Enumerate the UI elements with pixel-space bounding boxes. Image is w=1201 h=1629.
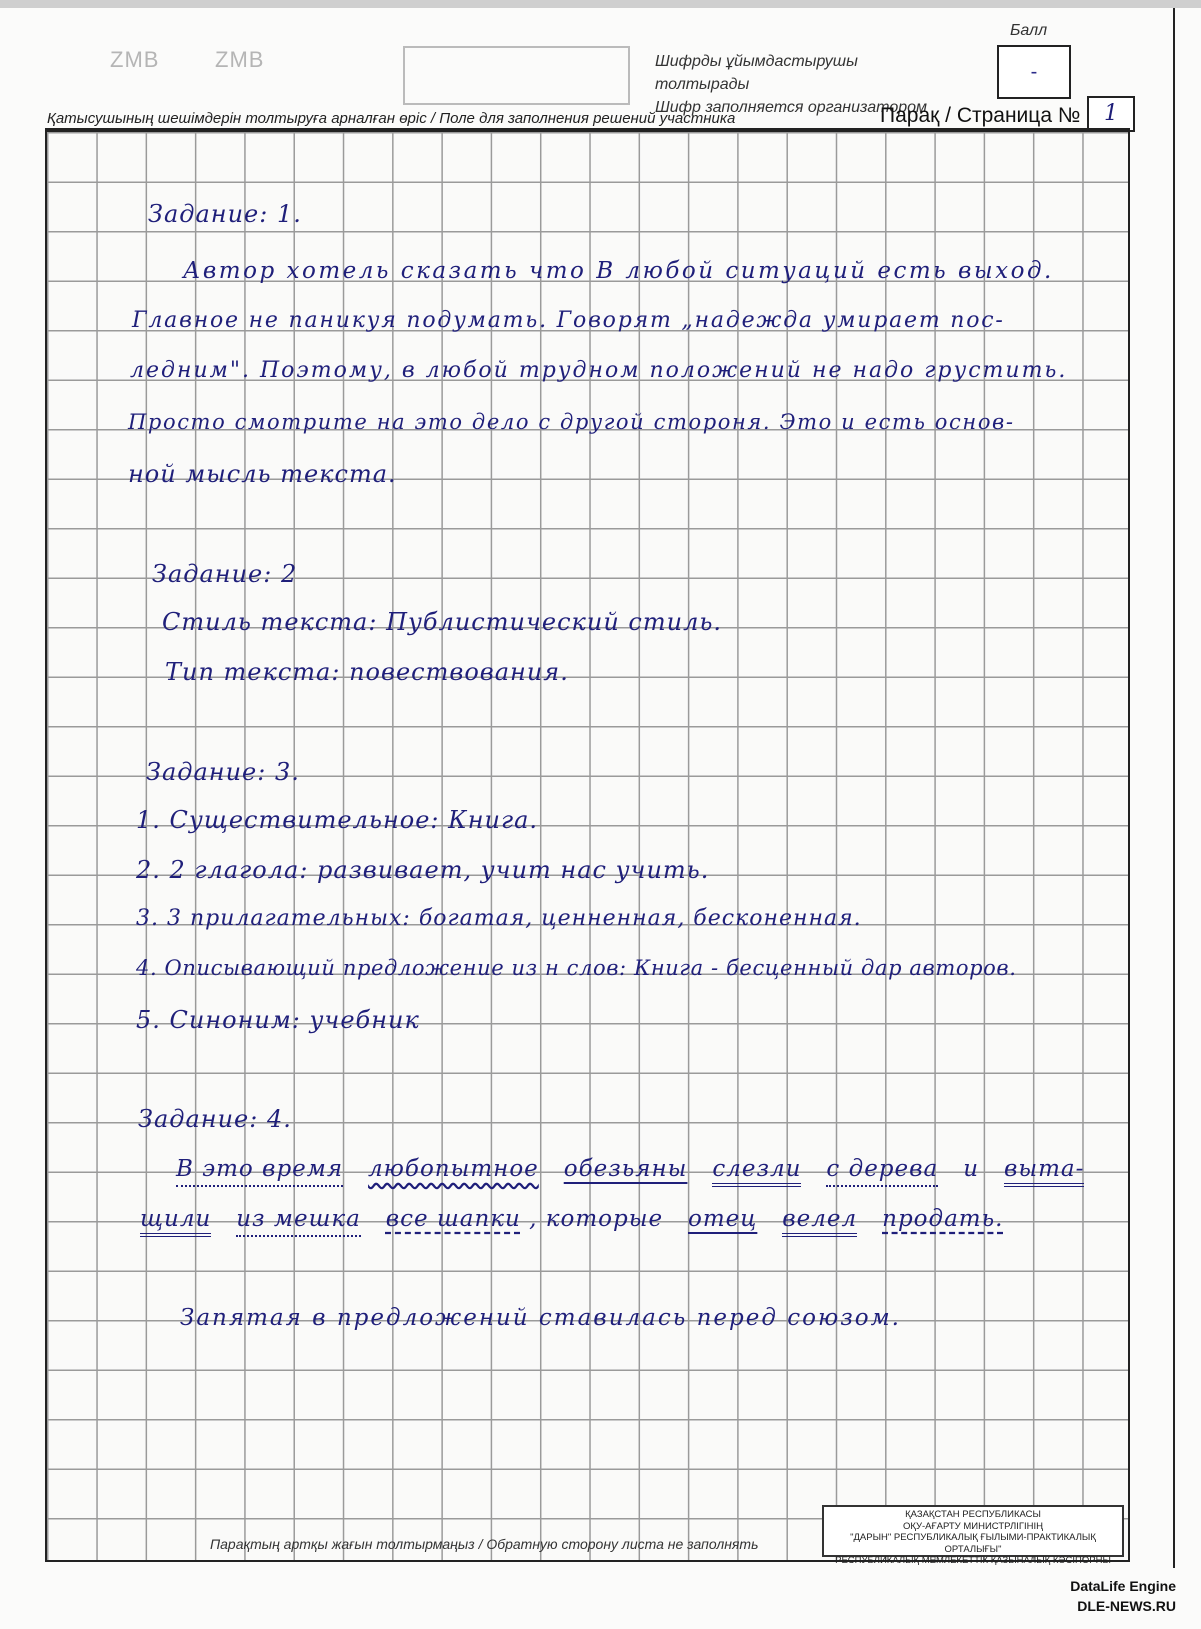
object-phrase: все шапки bbox=[385, 1206, 521, 1232]
conjunction-word: и bbox=[963, 1156, 980, 1182]
answer-grid bbox=[45, 130, 1130, 1562]
score-label: Балл bbox=[1010, 22, 1048, 39]
stamp-line: "ДАРЫН" РЕСПУБЛИКАЛЫҚ ҒЫЛЫМИ-ПРАКТИКАЛЫҚ ОРТАЛЫҒЫ" bbox=[850, 1532, 1096, 1555]
task2-title: Задание: 2 bbox=[152, 560, 298, 588]
organization-stamp bbox=[822, 1505, 1124, 1566]
site-watermark-line2: DLE-NEWS.RU bbox=[1077, 1598, 1176, 1614]
adverbial-phrase: из мешка bbox=[236, 1206, 361, 1237]
predicate-word: велел bbox=[782, 1206, 857, 1237]
object-word: продать. bbox=[882, 1206, 1004, 1232]
task4-sentence-line bbox=[140, 1206, 1003, 1232]
top-edge-bar bbox=[0, 0, 1201, 8]
page-label: Парақ / Страница № bbox=[880, 104, 1081, 127]
task4-title: Задание: 4. bbox=[138, 1105, 292, 1133]
task2-line: Тип текста: повествования. bbox=[165, 658, 569, 686]
zmb-watermark: ZMB bbox=[110, 47, 160, 72]
predicate-word: щили bbox=[140, 1206, 211, 1237]
adverbial-phrase: с дерева bbox=[826, 1156, 938, 1187]
task3-line: 1. Существительное: Книга. bbox=[136, 806, 539, 834]
subject-word: обезьяны bbox=[563, 1156, 688, 1182]
task1-line: ной мысль текста. bbox=[128, 460, 397, 488]
predicate-word: слезли bbox=[712, 1156, 801, 1187]
task3-line: 5. Синоним: учебник bbox=[136, 1006, 420, 1034]
task2-line: Стиль текста: Публистический стиль. bbox=[162, 608, 723, 636]
subject-word: отец bbox=[688, 1206, 758, 1232]
answer-field-label: Қатысушының шешімдерін толтыруға арналған өріс / Поле для заполнения решений участника bbox=[47, 110, 736, 127]
stamp-line: ОҚУ-АҒАРТУ МИНИСТРЛІГІНІҢ bbox=[903, 1520, 1043, 1532]
relative-word: , которые bbox=[529, 1206, 664, 1232]
task1-line: Автор хотель сказать что В любой ситуаций есть выход. bbox=[183, 258, 1054, 284]
back-side-note: Парақтың артқы жағын толтырмаңыз / Обратную сторону листа не заполнять bbox=[210, 1536, 759, 1552]
task4-sentence-line bbox=[176, 1156, 1084, 1182]
task1-title: Задание: 1. bbox=[148, 200, 302, 228]
task3-line: 4. Описывающий предложение из н слов: Книга - бесценный дар авторов. bbox=[136, 956, 1017, 980]
predicate-word: выта- bbox=[1004, 1156, 1084, 1187]
task1-line: ледним". Поэтому, в любой трудном положений не надо грустить. bbox=[130, 358, 1068, 383]
organizer-note-ru: Шифр заполняется организатором bbox=[655, 99, 927, 116]
site-watermark-line1: DataLife Engine bbox=[1070, 1578, 1176, 1594]
task3-title: Задание: 3. bbox=[146, 758, 300, 786]
stamp-line: ҚАЗАҚСТАН РЕСПУБЛИКАСЫ bbox=[905, 1509, 1041, 1520]
attribute-word: любопытное bbox=[368, 1156, 539, 1182]
adverbial-phrase: В это время bbox=[176, 1156, 343, 1187]
zmb-watermark: ZMB bbox=[215, 47, 265, 72]
task4-line: Запятая в предложений ставилась перед союзом. bbox=[180, 1305, 901, 1331]
stamp-line: РЕСПУБЛИКАЛЫҚ МЕМЛЕКЕТТІК ҚАЗЫНАЛЫҚ КӘСІПОРНЫ bbox=[835, 1555, 1111, 1566]
cipher-box[interactable] bbox=[403, 46, 630, 105]
task3-line: 2. 2 глагола: развивает, учит нас учить. bbox=[136, 856, 710, 884]
organizer-note-kz: Шифрды ұйымдастырушы толтырады bbox=[655, 53, 858, 93]
score-box[interactable]: - bbox=[997, 45, 1071, 99]
task3-line: 3. 3 прилагательных: богатая, ценненная, бесконенная. bbox=[136, 906, 862, 931]
task1-line: Главное не паникуя подумать. Говорят „надежда умирает пос- bbox=[132, 308, 1005, 333]
page-number-box[interactable]: 1 bbox=[1087, 96, 1135, 132]
task1-line: Просто смотрите на это дело с другой стороня. Это и есть основ- bbox=[128, 410, 1015, 434]
